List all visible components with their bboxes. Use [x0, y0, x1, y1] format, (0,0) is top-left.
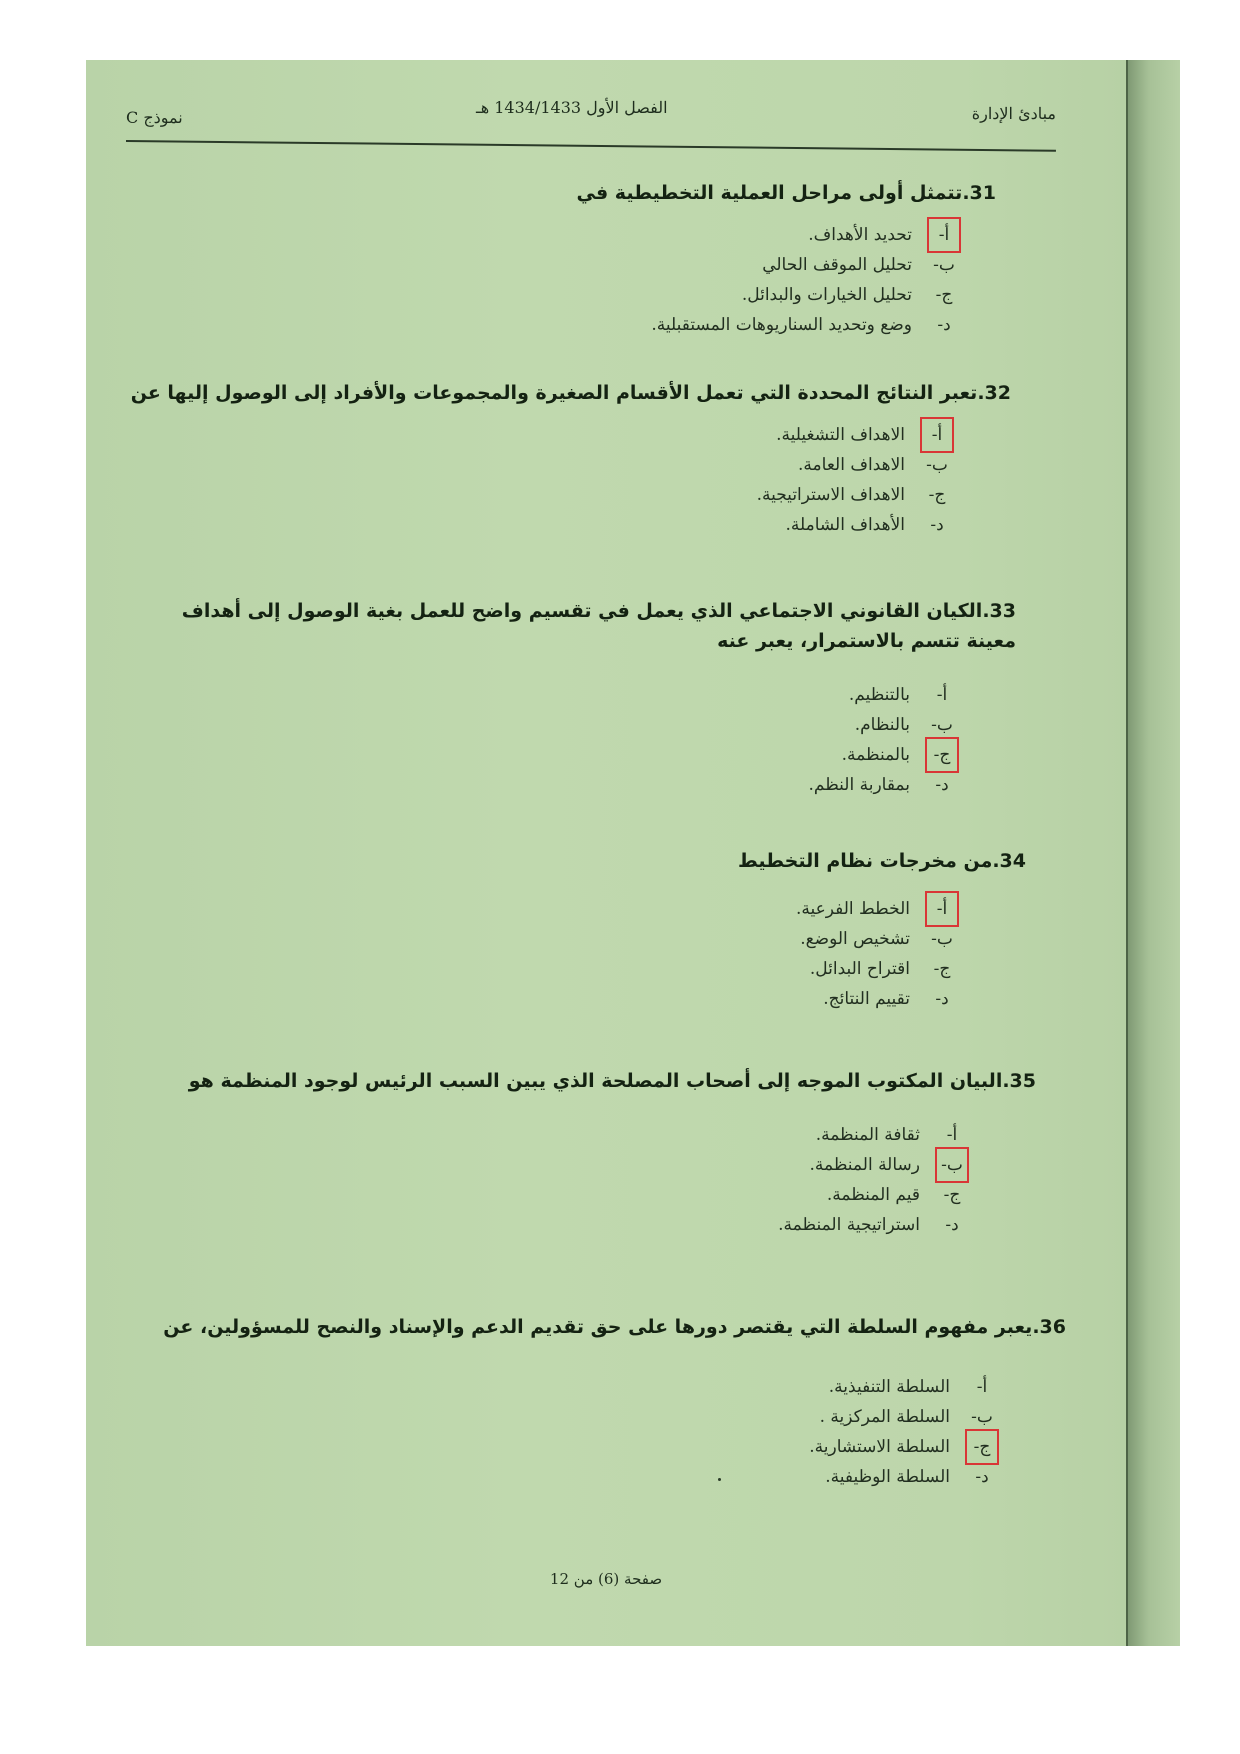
option-list	[146, 894, 1026, 1014]
form-label: نموذج C	[126, 108, 183, 127]
option-letter: د-	[975, 1467, 989, 1487]
page-header	[126, 98, 1056, 138]
option-letter: ج-	[943, 1185, 961, 1205]
option-list	[136, 1120, 1036, 1240]
option-text: السلطة التنفيذية.	[828, 1377, 950, 1397]
option-text: وضع وتحديد السناريوهات المستقبلية.	[651, 315, 912, 335]
option-d[interactable]	[136, 770, 956, 800]
option-d[interactable]	[126, 1462, 996, 1492]
option-text: الاهداف العامة.	[798, 455, 905, 475]
option-letter: د-	[935, 989, 949, 1009]
answer-mark: أ-	[923, 420, 951, 450]
option-letter: ب-	[933, 255, 955, 275]
exam-page	[86, 60, 1126, 1646]
option-d[interactable]	[111, 510, 951, 540]
question-35	[136, 1066, 1036, 1240]
option-text: الاهداف التشغيلية.	[776, 425, 905, 445]
page-number: صفحة (6) من 12	[549, 1570, 663, 1588]
question-title	[126, 1312, 1066, 1342]
page-footer	[86, 1570, 1126, 1588]
question-text: البيان المكتوب الموجه إلى أصحاب المصلحة الذي يبين السبب الرئيس لوجود المنظمة هو	[188, 1070, 1003, 1092]
question-36	[126, 1312, 1066, 1492]
option-letter: ب-	[926, 455, 948, 475]
answer-mark: ب-	[938, 1150, 966, 1180]
option-a[interactable]	[136, 680, 956, 710]
question-34	[146, 846, 1026, 1014]
option-letter: ج-	[933, 959, 951, 979]
question-32	[111, 378, 1011, 540]
question-number: 35.	[1002, 1070, 1036, 1092]
question-text: تعبر النتائج المحددة التي تعمل الأقسام الصغيرة والمجموعات والأفراد إلى الوصول إليها عن	[130, 382, 978, 404]
option-d[interactable]	[146, 984, 956, 1014]
option-letter: أ-	[936, 685, 948, 705]
option-a[interactable]	[136, 1120, 966, 1150]
option-letter: ج-	[935, 285, 953, 305]
option-b[interactable]	[136, 710, 956, 740]
exam-photo	[86, 60, 1180, 1646]
option-c[interactable]	[111, 480, 951, 510]
option-letter: ب-	[971, 1407, 993, 1427]
option-text: السلطة المركزية .	[819, 1407, 950, 1427]
option-c[interactable]	[146, 954, 956, 984]
question-number: 34.	[992, 850, 1026, 872]
question-text: الكيان القانوني الاجتماعي الذي يعمل في تقسيم واضح للعمل بغية الوصول إلى أهداف معينة تتسم بالاستمرار، يعبر عنه	[181, 600, 1016, 652]
option-d[interactable]	[116, 310, 958, 340]
option-text: بالمنظمة.	[841, 745, 910, 765]
subject-title: مبادئ الإدارة	[971, 104, 1056, 123]
question-title	[111, 378, 1011, 408]
option-letter: د-	[937, 315, 951, 335]
option-list	[116, 220, 996, 340]
option-letter: د-	[945, 1215, 959, 1235]
option-b[interactable]	[146, 924, 956, 954]
answer-mark: ج-	[968, 1432, 996, 1462]
option-text: ثقافة المنظمة.	[815, 1125, 920, 1145]
option-d[interactable]	[136, 1210, 966, 1240]
option-list	[136, 680, 1016, 800]
question-number: 32.	[977, 382, 1011, 404]
option-text: بالنظام.	[854, 715, 910, 735]
option-letter: أ-	[976, 1377, 988, 1397]
question-text: يعبر مفهوم السلطة التي يقتصر دورها على حق تقديم الدعم والإسناد والنصح للمسؤولين، عن	[163, 1316, 1033, 1338]
option-text: بمقاربة النظم.	[808, 775, 910, 795]
question-text: تتمثل أولى مراحل العملية التخطيطية في	[576, 182, 963, 204]
option-text: رسالة المنظمة.	[809, 1155, 920, 1175]
option-letter: ج-	[928, 485, 946, 505]
ink-dot	[718, 1478, 721, 1481]
option-text: تشخيص الوضع.	[800, 929, 910, 949]
question-31	[116, 178, 996, 340]
answer-mark: أ-	[928, 894, 956, 924]
option-c[interactable]	[116, 280, 958, 310]
question-number: 33.	[982, 600, 1016, 622]
option-text: السلطة الاستشارية.	[809, 1437, 950, 1457]
option-text: قيم المنظمة.	[826, 1185, 920, 1205]
option-text: الأهداف الشاملة.	[785, 515, 905, 535]
question-title	[136, 1066, 1036, 1096]
option-letter: د-	[935, 775, 949, 795]
option-list	[111, 420, 1011, 540]
header-divider	[126, 140, 1056, 152]
option-b[interactable]	[136, 1150, 966, 1180]
option-a[interactable]	[126, 1372, 996, 1402]
option-a[interactable]	[116, 220, 958, 250]
option-text: الخطط الفرعية.	[795, 899, 910, 919]
option-letter: ب-	[931, 929, 953, 949]
option-text: السلطة الوظيفية.	[825, 1467, 950, 1487]
answer-mark: ج-	[928, 740, 956, 770]
option-text: اقتراح البدائل.	[809, 959, 910, 979]
question-33	[136, 596, 1016, 800]
question-text: من مخرجات نظام التخطيط	[738, 850, 993, 872]
question-number: 36.	[1032, 1316, 1066, 1338]
question-title	[146, 846, 1026, 876]
option-c[interactable]	[126, 1432, 996, 1462]
option-list	[126, 1372, 1066, 1492]
option-a[interactable]	[146, 894, 956, 924]
term-label: الفصل الأول 1434/1433 هـ	[476, 98, 668, 117]
option-text: الاهداف الاستراتيجية.	[756, 485, 905, 505]
option-text: بالتنظيم.	[848, 685, 910, 705]
question-title	[136, 596, 1016, 656]
option-text: تحليل الخيارات والبدائل.	[741, 285, 912, 305]
option-letter: ب-	[931, 715, 953, 735]
answer-mark: أ-	[930, 220, 958, 250]
option-text: تحديد الأهداف.	[808, 225, 912, 245]
question-title	[116, 178, 996, 208]
option-letter: أ-	[946, 1125, 958, 1145]
question-number: 31.	[962, 182, 996, 204]
option-letter: د-	[930, 515, 944, 535]
option-b[interactable]	[111, 450, 951, 480]
option-text: تحليل الموقف الحالي	[762, 255, 912, 275]
option-text: تقييم النتائج.	[823, 989, 910, 1009]
option-b[interactable]	[116, 250, 958, 280]
adjacent-page-edge	[1126, 60, 1180, 1646]
option-b[interactable]	[126, 1402, 996, 1432]
option-c[interactable]	[136, 740, 956, 770]
option-a[interactable]	[111, 420, 951, 450]
option-text: استراتيجية المنظمة.	[778, 1215, 920, 1235]
option-c[interactable]	[136, 1180, 966, 1210]
